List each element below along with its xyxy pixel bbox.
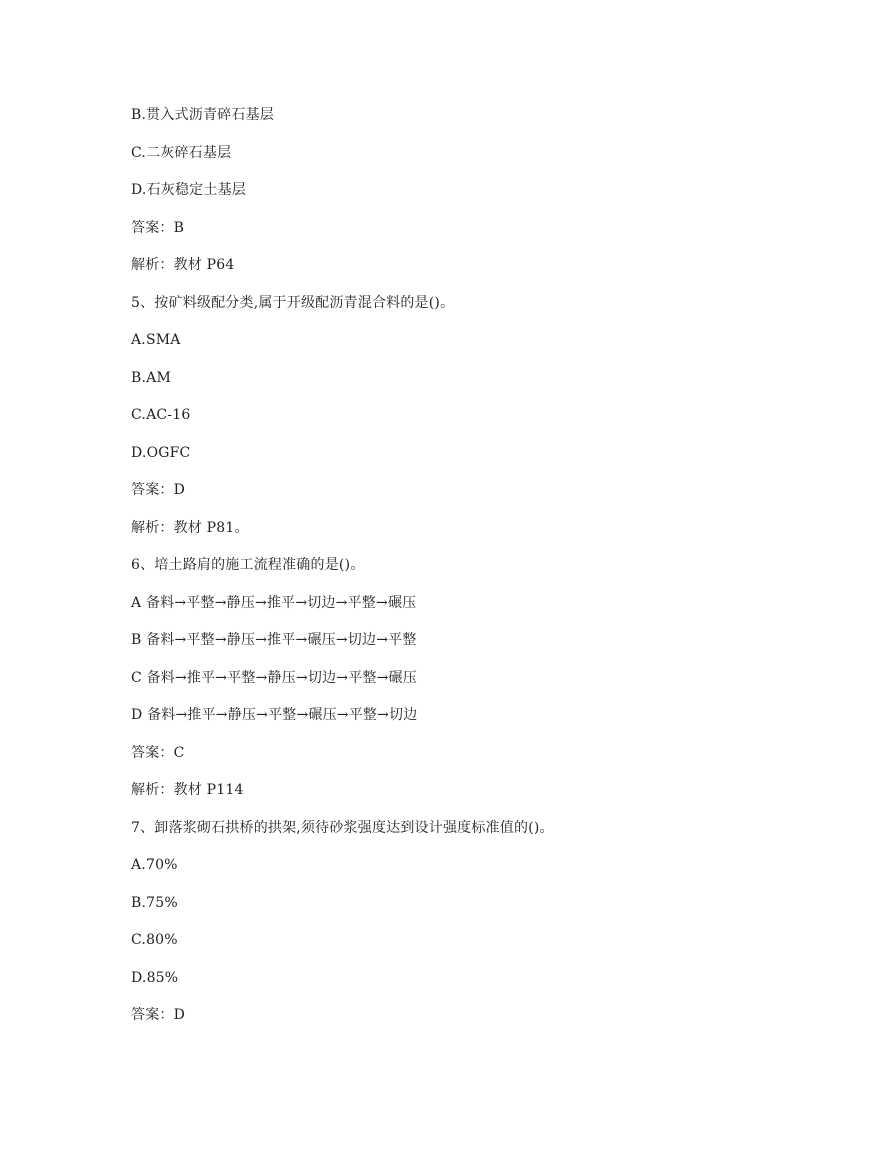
explanation-q6: 解析：教材 P114 <box>131 782 244 798</box>
option-b-q6: B 备料→平整→静压→推平→碾压→切边→平整 <box>131 632 417 648</box>
answer-q7: 答案：D <box>131 1007 186 1023</box>
option-c-q5: C.AC-16 <box>131 407 191 423</box>
question-7: 7、卸落浆砌石拱桥的拱架,须待砂浆强度达到设计强度标准值的()。 <box>131 819 554 836</box>
option-c-q7: C.80% <box>131 932 178 948</box>
option-d-q6: D 备料→推平→静压→平整→碾压→平整→切边 <box>131 707 418 723</box>
option-c-q6: C 备料→推平→平整→静压→切边→平整→碾压 <box>131 669 417 686</box>
option-b-q5: B.AM <box>131 369 171 386</box>
question-6: 6、培土路肩的施工流程准确的是()。 <box>131 557 365 573</box>
option-c-q4: C.二灰碎石基层 <box>131 144 232 161</box>
option-a-q5: A.SMA <box>131 332 181 348</box>
answer-q4: 答案：B <box>131 219 185 236</box>
option-a-q7: A.70% <box>131 857 178 873</box>
option-d-q5: D.OGFC <box>131 444 191 461</box>
option-b-q7: B.75% <box>131 894 178 911</box>
question-5: 5、按矿料级配分类,属于开级配沥青混合料的是()。 <box>131 294 455 311</box>
option-d-q4: D.石灰稳定土基层 <box>131 182 246 198</box>
answer-q5: 答案：D <box>131 482 186 498</box>
document-page <box>131 104 851 1042</box>
option-d-q7: D.85% <box>131 969 179 986</box>
explanation-q5: 解析：教材 P81。 <box>131 519 249 536</box>
explanation-q4: 解析：教材 P64 <box>131 257 235 273</box>
option-b-q4: B.贯入式沥青碎石基层 <box>131 107 274 123</box>
answer-q6: 答案：C <box>131 744 185 761</box>
option-a-q6: A 备料→平整→静压→推平→切边→平整→碾压 <box>131 594 417 611</box>
